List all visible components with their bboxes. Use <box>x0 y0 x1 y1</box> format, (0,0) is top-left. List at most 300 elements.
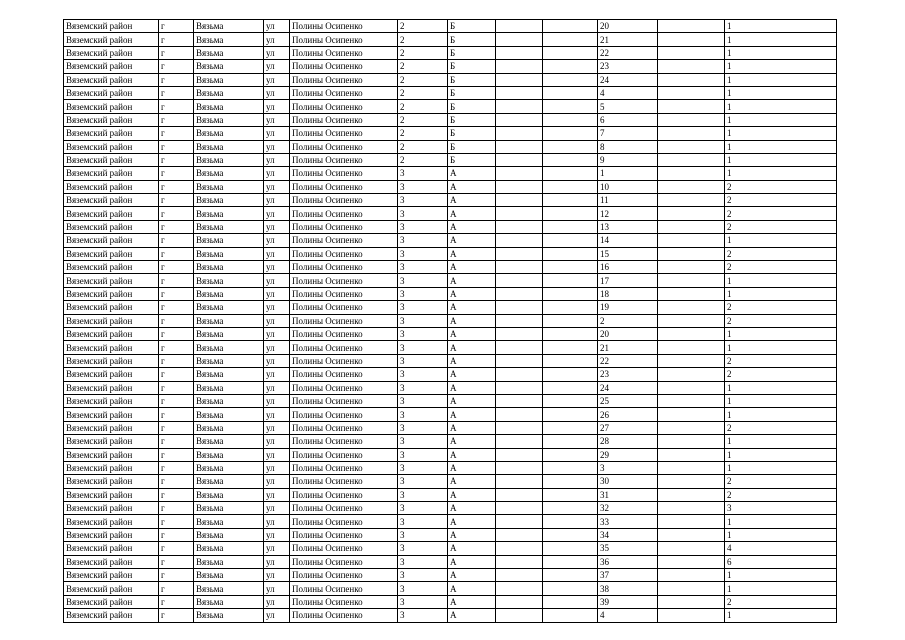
table-row <box>64 408 837 421</box>
cell-blank2 <box>543 46 598 59</box>
cell-street-type: ул <box>264 341 290 354</box>
cell-house: 3 <box>398 595 448 608</box>
cell-district: Вяземский район <box>64 113 159 126</box>
cell-blank1 <box>496 287 543 300</box>
table-row <box>64 33 837 46</box>
cell-blank1 <box>496 475 543 488</box>
cell-blank3 <box>658 180 725 193</box>
cell-settlement-type: г <box>159 502 194 515</box>
cell-count: 1 <box>725 609 837 622</box>
cell-blank3 <box>658 167 725 180</box>
cell-settlement-type: г <box>159 33 194 46</box>
cell-house: 3 <box>398 247 448 260</box>
cell-blank3 <box>658 408 725 421</box>
cell-street: Полины Осипенко <box>290 127 398 140</box>
cell-settlement-type: г <box>159 86 194 99</box>
cell-apartment: 25 <box>598 394 658 407</box>
cell-district: Вяземский район <box>64 488 159 501</box>
cell-count: 6 <box>725 555 837 568</box>
cell-settlement: Вязьма <box>194 528 264 541</box>
cell-street: Полины Осипенко <box>290 247 398 260</box>
cell-blank2 <box>543 314 598 327</box>
cell-settlement-type: г <box>159 207 194 220</box>
cell-street: Полины Осипенко <box>290 167 398 180</box>
cell-settlement-type: г <box>159 475 194 488</box>
cell-count: 1 <box>725 167 837 180</box>
cell-street: Полины Осипенко <box>290 207 398 220</box>
cell-letter: А <box>448 475 496 488</box>
cell-street: Полины Осипенко <box>290 475 398 488</box>
cell-house: 3 <box>398 421 448 434</box>
cell-street-type: ул <box>264 515 290 528</box>
cell-blank1 <box>496 247 543 260</box>
cell-street-type: ул <box>264 247 290 260</box>
cell-house: 3 <box>398 381 448 394</box>
cell-apartment: 35 <box>598 542 658 555</box>
cell-district: Вяземский район <box>64 247 159 260</box>
cell-blank2 <box>543 194 598 207</box>
cell-blank3 <box>658 488 725 501</box>
table-row <box>64 435 837 448</box>
cell-house: 2 <box>398 60 448 73</box>
table-row <box>64 113 837 126</box>
table-row <box>64 20 837 33</box>
cell-apartment: 8 <box>598 140 658 153</box>
cell-settlement-type: г <box>159 368 194 381</box>
cell-street-type: ул <box>264 609 290 622</box>
cell-blank3 <box>658 569 725 582</box>
cell-count: 1 <box>725 461 837 474</box>
cell-blank2 <box>543 153 598 166</box>
cell-blank2 <box>543 555 598 568</box>
cell-apartment: 33 <box>598 515 658 528</box>
cell-settlement-type: г <box>159 113 194 126</box>
cell-house: 3 <box>398 542 448 555</box>
cell-district: Вяземский район <box>64 461 159 474</box>
cell-district: Вяземский район <box>64 167 159 180</box>
cell-count: 2 <box>725 301 837 314</box>
cell-street-type: ул <box>264 73 290 86</box>
cell-count: 1 <box>725 86 837 99</box>
cell-count: 1 <box>725 582 837 595</box>
cell-district: Вяземский район <box>64 341 159 354</box>
cell-apartment: 31 <box>598 488 658 501</box>
cell-settlement: Вязьма <box>194 515 264 528</box>
cell-house: 3 <box>398 475 448 488</box>
cell-blank2 <box>543 502 598 515</box>
cell-street: Полины Осипенко <box>290 153 398 166</box>
table-row <box>64 354 837 367</box>
cell-settlement: Вязьма <box>194 368 264 381</box>
cell-house: 3 <box>398 394 448 407</box>
table-row <box>64 86 837 99</box>
cell-apartment: 28 <box>598 435 658 448</box>
cell-blank2 <box>543 127 598 140</box>
cell-count: 2 <box>725 488 837 501</box>
cell-settlement-type: г <box>159 220 194 233</box>
cell-letter: Б <box>448 127 496 140</box>
cell-house: 3 <box>398 555 448 568</box>
cell-count: 1 <box>725 234 837 247</box>
table-row <box>64 394 837 407</box>
cell-blank2 <box>543 287 598 300</box>
cell-apartment: 12 <box>598 207 658 220</box>
cell-house: 2 <box>398 140 448 153</box>
cell-blank1 <box>496 555 543 568</box>
cell-blank3 <box>658 73 725 86</box>
cell-settlement: Вязьма <box>194 394 264 407</box>
cell-street: Полины Осипенко <box>290 234 398 247</box>
cell-street-type: ул <box>264 475 290 488</box>
cell-blank1 <box>496 528 543 541</box>
cell-district: Вяземский район <box>64 194 159 207</box>
cell-street: Полины Осипенко <box>290 180 398 193</box>
cell-street: Полины Осипенко <box>290 140 398 153</box>
cell-apartment: 36 <box>598 555 658 568</box>
cell-blank1 <box>496 73 543 86</box>
cell-blank1 <box>496 153 543 166</box>
table-row <box>64 542 837 555</box>
table-row <box>64 100 837 113</box>
cell-settlement-type: г <box>159 448 194 461</box>
table-row <box>64 502 837 515</box>
table-row <box>64 421 837 434</box>
cell-street-type: ул <box>264 555 290 568</box>
cell-apartment: 4 <box>598 86 658 99</box>
cell-district: Вяземский район <box>64 234 159 247</box>
cell-house: 3 <box>398 261 448 274</box>
cell-district: Вяземский район <box>64 301 159 314</box>
table-row <box>64 274 837 287</box>
cell-street: Полины Осипенко <box>290 274 398 287</box>
cell-street: Полины Осипенко <box>290 113 398 126</box>
cell-district: Вяземский район <box>64 327 159 340</box>
cell-settlement: Вязьма <box>194 180 264 193</box>
cell-street: Полины Осипенко <box>290 73 398 86</box>
cell-settlement: Вязьма <box>194 167 264 180</box>
cell-settlement: Вязьма <box>194 569 264 582</box>
cell-count: 1 <box>725 33 837 46</box>
cell-count: 2 <box>725 421 837 434</box>
cell-blank2 <box>543 207 598 220</box>
cell-apartment: 26 <box>598 408 658 421</box>
cell-settlement-type: г <box>159 140 194 153</box>
cell-settlement: Вязьма <box>194 207 264 220</box>
cell-letter: А <box>448 569 496 582</box>
cell-apartment: 29 <box>598 448 658 461</box>
cell-district: Вяземский район <box>64 220 159 233</box>
cell-count: 4 <box>725 542 837 555</box>
cell-house: 3 <box>398 220 448 233</box>
cell-blank1 <box>496 354 543 367</box>
cell-house: 3 <box>398 327 448 340</box>
cell-district: Вяземский район <box>64 287 159 300</box>
cell-blank1 <box>496 542 543 555</box>
cell-settlement-type: г <box>159 127 194 140</box>
cell-house: 3 <box>398 167 448 180</box>
cell-district: Вяземский район <box>64 46 159 59</box>
cell-blank2 <box>543 381 598 394</box>
cell-blank1 <box>496 488 543 501</box>
cell-district: Вяземский район <box>64 542 159 555</box>
cell-letter: А <box>448 408 496 421</box>
cell-district: Вяземский район <box>64 394 159 407</box>
cell-apartment: 24 <box>598 381 658 394</box>
cell-blank3 <box>658 287 725 300</box>
cell-count: 1 <box>725 60 837 73</box>
cell-street-type: ул <box>264 502 290 515</box>
cell-house: 3 <box>398 194 448 207</box>
cell-district: Вяземский район <box>64 582 159 595</box>
cell-house: 3 <box>398 180 448 193</box>
cell-blank3 <box>658 194 725 207</box>
table-row <box>64 140 837 153</box>
cell-district: Вяземский район <box>64 569 159 582</box>
cell-street: Полины Осипенко <box>290 341 398 354</box>
cell-blank2 <box>543 247 598 260</box>
cell-blank1 <box>496 569 543 582</box>
cell-street: Полины Осипенко <box>290 20 398 33</box>
cell-street: Полины Осипенко <box>290 569 398 582</box>
cell-blank1 <box>496 220 543 233</box>
cell-blank1 <box>496 461 543 474</box>
cell-letter: А <box>448 234 496 247</box>
cell-apartment: 39 <box>598 595 658 608</box>
address-table <box>63 19 837 623</box>
cell-settlement: Вязьма <box>194 287 264 300</box>
cell-blank2 <box>543 368 598 381</box>
cell-apartment: 19 <box>598 301 658 314</box>
cell-house: 2 <box>398 20 448 33</box>
cell-blank3 <box>658 394 725 407</box>
cell-street: Полины Осипенко <box>290 582 398 595</box>
cell-apartment: 18 <box>598 287 658 300</box>
cell-letter: Б <box>448 86 496 99</box>
cell-letter: А <box>448 448 496 461</box>
cell-apartment: 17 <box>598 274 658 287</box>
cell-settlement-type: г <box>159 595 194 608</box>
cell-letter: А <box>448 220 496 233</box>
cell-settlement: Вязьма <box>194 475 264 488</box>
table-row <box>64 341 837 354</box>
cell-district: Вяземский район <box>64 261 159 274</box>
cell-settlement-type: г <box>159 488 194 501</box>
cell-blank2 <box>543 421 598 434</box>
cell-apartment: 4 <box>598 609 658 622</box>
cell-house: 3 <box>398 408 448 421</box>
cell-blank2 <box>543 113 598 126</box>
cell-blank1 <box>496 234 543 247</box>
cell-house: 3 <box>398 435 448 448</box>
cell-blank2 <box>543 528 598 541</box>
cell-settlement: Вязьма <box>194 247 264 260</box>
table-row <box>64 46 837 59</box>
cell-count: 2 <box>725 180 837 193</box>
cell-street-type: ул <box>264 421 290 434</box>
cell-house: 3 <box>398 368 448 381</box>
table-row <box>64 461 837 474</box>
cell-street-type: ул <box>264 234 290 247</box>
cell-blank1 <box>496 368 543 381</box>
cell-count: 2 <box>725 314 837 327</box>
cell-letter: А <box>448 421 496 434</box>
cell-street-type: ул <box>264 595 290 608</box>
cell-blank2 <box>543 609 598 622</box>
cell-apartment: 22 <box>598 354 658 367</box>
cell-blank1 <box>496 127 543 140</box>
cell-count: 1 <box>725 100 837 113</box>
table-row <box>64 448 837 461</box>
cell-count: 2 <box>725 247 837 260</box>
cell-settlement-type: г <box>159 167 194 180</box>
cell-street-type: ул <box>264 408 290 421</box>
cell-house: 3 <box>398 207 448 220</box>
cell-blank1 <box>496 595 543 608</box>
cell-blank3 <box>658 100 725 113</box>
cell-blank3 <box>658 261 725 274</box>
cell-blank3 <box>658 234 725 247</box>
cell-blank1 <box>496 274 543 287</box>
cell-settlement-type: г <box>159 73 194 86</box>
cell-district: Вяземский район <box>64 421 159 434</box>
cell-settlement-type: г <box>159 341 194 354</box>
cell-street-type: ул <box>264 301 290 314</box>
cell-blank2 <box>543 33 598 46</box>
cell-blank3 <box>658 475 725 488</box>
cell-apartment: 14 <box>598 234 658 247</box>
cell-settlement: Вязьма <box>194 140 264 153</box>
cell-house: 3 <box>398 287 448 300</box>
cell-letter: А <box>448 327 496 340</box>
cell-street: Полины Осипенко <box>290 220 398 233</box>
cell-district: Вяземский район <box>64 127 159 140</box>
cell-district: Вяземский район <box>64 314 159 327</box>
cell-count: 2 <box>725 368 837 381</box>
table-row <box>64 488 837 501</box>
cell-street-type: ул <box>264 435 290 448</box>
cell-district: Вяземский район <box>64 20 159 33</box>
cell-count: 1 <box>725 140 837 153</box>
cell-apartment: 23 <box>598 368 658 381</box>
cell-blank3 <box>658 354 725 367</box>
cell-house: 3 <box>398 354 448 367</box>
cell-settlement-type: г <box>159 20 194 33</box>
cell-settlement-type: г <box>159 301 194 314</box>
cell-blank2 <box>543 100 598 113</box>
cell-blank2 <box>543 408 598 421</box>
cell-settlement: Вязьма <box>194 488 264 501</box>
table-row <box>64 569 837 582</box>
cell-settlement: Вязьма <box>194 194 264 207</box>
cell-apartment: 5 <box>598 100 658 113</box>
table-row <box>64 301 837 314</box>
cell-settlement: Вязьма <box>194 46 264 59</box>
cell-settlement-type: г <box>159 46 194 59</box>
table-row <box>64 60 837 73</box>
cell-street-type: ул <box>264 46 290 59</box>
cell-blank3 <box>658 555 725 568</box>
cell-street: Полины Осипенко <box>290 542 398 555</box>
cell-house: 3 <box>398 502 448 515</box>
cell-settlement-type: г <box>159 354 194 367</box>
cell-blank3 <box>658 220 725 233</box>
cell-street-type: ул <box>264 381 290 394</box>
cell-house: 3 <box>398 569 448 582</box>
cell-settlement: Вязьма <box>194 261 264 274</box>
cell-letter: А <box>448 555 496 568</box>
cell-district: Вяземский район <box>64 555 159 568</box>
cell-apartment: 13 <box>598 220 658 233</box>
cell-district: Вяземский район <box>64 274 159 287</box>
cell-blank3 <box>658 46 725 59</box>
cell-street-type: ул <box>264 180 290 193</box>
table-row <box>64 515 837 528</box>
cell-blank1 <box>496 609 543 622</box>
cell-apartment: 30 <box>598 475 658 488</box>
cell-blank3 <box>658 502 725 515</box>
cell-blank2 <box>543 73 598 86</box>
cell-blank3 <box>658 207 725 220</box>
cell-count: 2 <box>725 354 837 367</box>
cell-blank3 <box>658 609 725 622</box>
cell-settlement: Вязьма <box>194 234 264 247</box>
cell-count: 2 <box>725 595 837 608</box>
cell-letter: А <box>448 381 496 394</box>
cell-letter: Б <box>448 20 496 33</box>
cell-street: Полины Осипенко <box>290 461 398 474</box>
cell-count: 2 <box>725 207 837 220</box>
cell-count: 1 <box>725 127 837 140</box>
cell-blank2 <box>543 341 598 354</box>
table-row <box>64 207 837 220</box>
cell-blank2 <box>543 448 598 461</box>
cell-letter: А <box>448 301 496 314</box>
cell-street: Полины Осипенко <box>290 327 398 340</box>
table-row <box>64 595 837 608</box>
cell-street-type: ул <box>264 100 290 113</box>
cell-apartment: 38 <box>598 582 658 595</box>
table-row <box>64 528 837 541</box>
cell-blank1 <box>496 515 543 528</box>
cell-settlement-type: г <box>159 582 194 595</box>
cell-blank2 <box>543 327 598 340</box>
cell-street: Полины Осипенко <box>290 394 398 407</box>
cell-apartment: 3 <box>598 461 658 474</box>
cell-settlement: Вязьма <box>194 502 264 515</box>
table-row <box>64 167 837 180</box>
cell-street-type: ул <box>264 528 290 541</box>
cell-blank3 <box>658 421 725 434</box>
cell-house: 3 <box>398 488 448 501</box>
cell-blank1 <box>496 140 543 153</box>
cell-letter: А <box>448 368 496 381</box>
table-row <box>64 153 837 166</box>
cell-street-type: ул <box>264 194 290 207</box>
cell-house: 3 <box>398 582 448 595</box>
cell-letter: А <box>448 261 496 274</box>
cell-count: 1 <box>725 46 837 59</box>
cell-house: 3 <box>398 461 448 474</box>
cell-settlement-type: г <box>159 247 194 260</box>
cell-street-type: ул <box>264 274 290 287</box>
cell-blank1 <box>496 20 543 33</box>
cell-district: Вяземский район <box>64 33 159 46</box>
cell-blank3 <box>658 140 725 153</box>
cell-count: 1 <box>725 448 837 461</box>
cell-count: 1 <box>725 515 837 528</box>
cell-blank1 <box>496 167 543 180</box>
cell-apartment: 15 <box>598 247 658 260</box>
